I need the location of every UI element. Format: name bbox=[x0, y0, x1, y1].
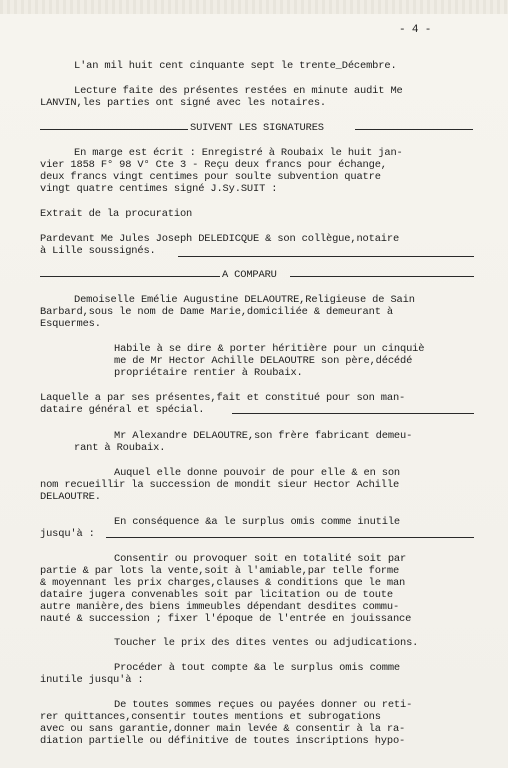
text-line: rer quittances,consentir toutes mentions et subrogations bbox=[40, 711, 381, 723]
scan-edge bbox=[0, 0, 508, 14]
text-line: dataire jugera convenables soit par licitation ou de toute bbox=[40, 589, 393, 601]
text-line: LANVIN,les parties ont signé avec les notaires. bbox=[40, 97, 327, 109]
text-line: deux francs vingt centimes pour soulte subvention quatre bbox=[40, 171, 381, 183]
text-line: autre manière,des biens immeubles dépendant desdites commu- bbox=[40, 601, 400, 613]
text-line: Pardevant Me Jules Joseph DELEDICQUE & son collègue,notaire bbox=[40, 233, 400, 245]
text-line: dataire général et spécial. bbox=[40, 404, 205, 416]
text-line: partie & par lots la vente,soit à l'amiable,par telle forme bbox=[40, 565, 400, 577]
text-line: avec ou sans garantie,donner main levée & consentir à la ra- bbox=[40, 723, 406, 735]
text-line: Esquermes. bbox=[40, 318, 101, 330]
text-line: L'an mil huit cent cinquante sept le trente_Décembre. bbox=[74, 60, 397, 72]
separator-line bbox=[232, 413, 474, 414]
text-line: & moyennant les prix charges,clauses & conditions que le man bbox=[40, 577, 406, 589]
text-line: vier 1858 F° 98 V° Cte 3 - Reçu deux francs pour échange, bbox=[40, 159, 387, 171]
text-line: à Lille soussignés. bbox=[40, 245, 156, 257]
text-line: rant à Roubaix. bbox=[74, 442, 166, 454]
text-line: nauté & succession ; fixer l'époque de l'entrée en jouissance bbox=[40, 613, 412, 625]
section-heading: SUIVENT LES SIGNATURES bbox=[190, 122, 324, 134]
text-line: Consentir ou provoquer soit en totalité soit par bbox=[114, 553, 407, 565]
text-line: Mr Alexandre DELAOUTRE,son frère fabricant demeu- bbox=[114, 430, 413, 442]
text-line: Auquel elle donne pouvoir de pour elle & en son bbox=[114, 467, 401, 479]
separator-line bbox=[40, 276, 220, 277]
text-line: Barbard,sous le nom de Dame Marie,domiciliée & demeurant à bbox=[40, 306, 393, 318]
text-line: jusqu'à : bbox=[40, 528, 95, 540]
section-heading: A COMPARU bbox=[222, 269, 277, 281]
page-number: - 4 - bbox=[399, 24, 432, 36]
separator-line bbox=[290, 276, 474, 277]
text-line: nom recueillir la succession de mondit sieur Hector Achille bbox=[40, 479, 400, 491]
text-line: Habile à se dire & porter héritière pour un cinquiè bbox=[114, 343, 425, 355]
text-line: Lecture faite des présentes restées en minute audit Me bbox=[74, 85, 403, 97]
text-line: En conséquence &a le surplus omis comme inutile bbox=[114, 516, 401, 528]
text-line: inutile jusqu'à : bbox=[40, 674, 144, 686]
text-line: Demoiselle Emélie Augustine DELAOUTRE,Religieuse de Sain bbox=[74, 294, 415, 306]
separator-line bbox=[40, 129, 188, 130]
text-line: Extrait de la procuration bbox=[40, 208, 193, 220]
separator-line bbox=[355, 129, 473, 130]
text-line: propriétaire rentier à Roubaix. bbox=[114, 367, 303, 379]
text-line: Procéder à tout compte &a le surplus omis comme bbox=[114, 662, 401, 674]
text-line: DELAOUTRE. bbox=[40, 491, 101, 503]
text-line: En marge est écrit : Enregistré à Roubaix le huit jan- bbox=[74, 147, 403, 159]
text-line: vingt quatre centimes signé J.Sy.SUIT : bbox=[40, 183, 278, 195]
text-line: De toutes sommes reçues ou payées donner ou reti- bbox=[114, 699, 413, 711]
separator-line bbox=[106, 537, 474, 538]
text-line: Toucher le prix des dites ventes ou adjudications. bbox=[114, 637, 419, 649]
text-line: me de Mr Hector Achille DELAOUTRE son père,décédé bbox=[114, 355, 413, 367]
text-line: Laquelle a par ses présentes,fait et constitué pour son man- bbox=[40, 392, 406, 404]
text-line: diation partielle ou définitive de toutes inscriptions hypo- bbox=[40, 735, 406, 747]
separator-line bbox=[178, 256, 474, 257]
